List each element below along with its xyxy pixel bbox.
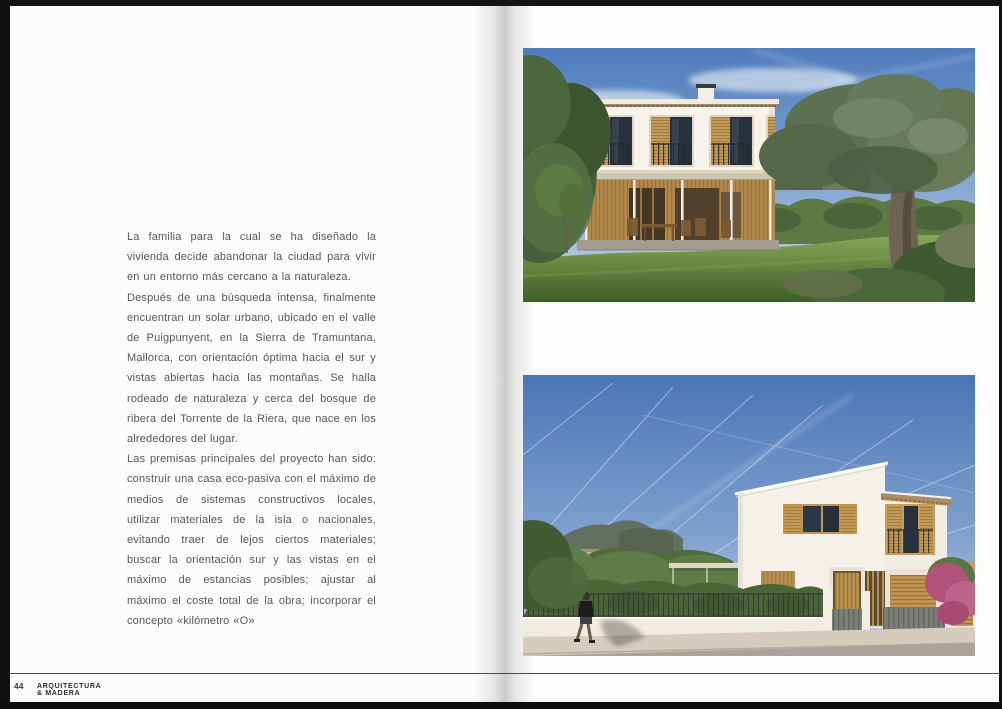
scan-border-bottom bbox=[0, 702, 1002, 709]
paragraph-1: La familia para la cual se ha diseñado la vivienda decide abandonar la ciudad para vivir en un entorno más cercano a la naturaleza. bbox=[127, 231, 376, 284]
photo-house-street-facade bbox=[523, 375, 975, 656]
magazine-title: ARQUITECTURA & MADERA bbox=[37, 682, 102, 697]
paragraph-3: Las premisas principales del proyecto han sido: construir una casa eco-pasiva con el máximo de medios de sistemas constructivos locales, utilizar materiales de la isla o nacionales, evitando traer de lejos ciertos materiales; buscar la orientación sur y las vistas en el máximo de estancias posibles; ajustar al máximo el coste total de la obra; incorporar el concepto «kilómetro «O» bbox=[127, 453, 376, 627]
page-number: 44 bbox=[14, 681, 24, 691]
article-body bbox=[127, 227, 376, 631]
photo-house-garden-facade bbox=[523, 48, 975, 302]
garden-facade-illustration bbox=[523, 48, 975, 302]
scan-border-left bbox=[0, 0, 10, 709]
paragraph-2: Después de una búsqueda intensa, finalmente encuentran un solar urbano, ubicado en el valle de Puigpunyent, en la Sierra de Tramuntana, Mallorca, con orientación óptima hacia el sur y vistas abiertas hacia las montañas. Se halla rodeado de naturaleza y cerca del bosque de ribera del Torrente de la Riera, que nace en los alrededores del lugar. bbox=[127, 291, 376, 446]
scan-border-top bbox=[0, 0, 1002, 6]
street-facade-illustration bbox=[523, 375, 975, 656]
footer-rule bbox=[10, 673, 999, 674]
house-garden-side bbox=[577, 84, 786, 250]
